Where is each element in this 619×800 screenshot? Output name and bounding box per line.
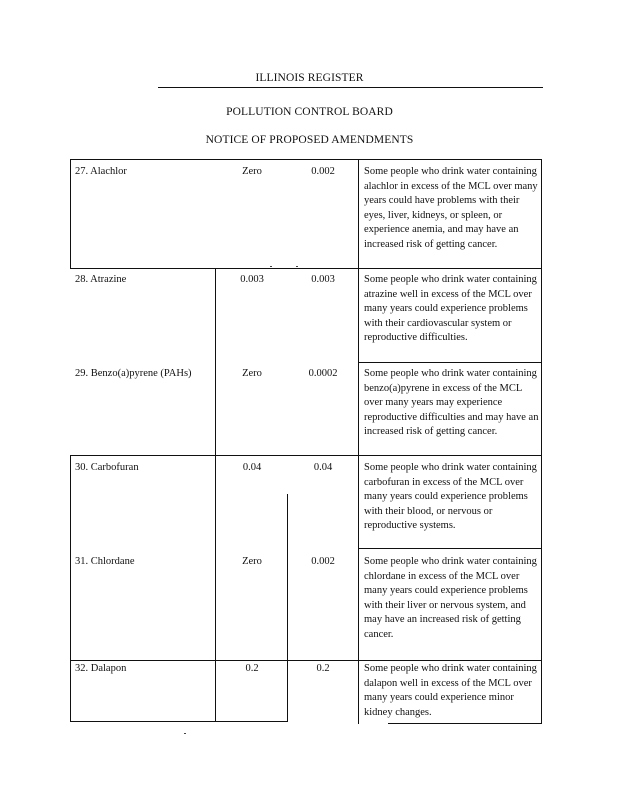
contaminant-name: 28. Atrazine [75,274,127,285]
mclg-value: Zero [242,166,262,177]
scan-speck [184,733,186,734]
scan-speck [296,266,298,267]
board-title: POLLUTION CONTROL BOARD [226,106,393,118]
row-separator [70,660,542,661]
mcl-value: 0.04 [313,462,333,473]
health-effects-text: Some people who drink water containing carbofuran in excess of the MCL over many years could experience problems with their blood, or nervous or reproductive systems. [364,462,537,532]
table-bottom-rule [70,721,287,722]
contaminant-name: 31. Chlordane [75,556,135,567]
table-left-border [70,159,71,269]
contaminant-name: 27. Alachlor [75,166,127,177]
table-edge-tick [522,159,542,160]
col-divider-effect [358,159,359,724]
health-effects-text: Some people who drink water containing alachlor in excess of the MCL over many years could have problems with their eyes, liver, kidneys, or spleen, or experience anemia, and may have an increased risk of getting cancer. [364,166,538,250]
row-separator [358,548,542,549]
mcl-value: 0.002 [311,556,335,567]
table-left-border [70,455,71,722]
mclg-value: Zero [242,556,262,567]
health-effects-text: Some people who drink water containing chlordane in excess of the MCL over many years could experience problems with their liver or nervous system, and may have an increased risk of getting cancer. [364,556,537,640]
mclg-value: 0.003 [240,274,264,285]
header-rule [158,87,543,88]
table-top-rule [70,159,542,160]
col-divider-mcl [287,494,288,722]
health-effects-text: Some people who drink water containing dalapon well in excess of the MCL over many years could experience minor kidney changes. [364,663,537,718]
contaminant-name: 30. Carbofuran [75,462,139,473]
mclg-value: 0.04 [242,462,262,473]
table-bottom-rule [388,723,542,724]
contaminant-name: 32. Dalapon [75,663,127,674]
health-effects-text: Some people who drink water containing benzo(a)pyrene in excess of the MCL over many years may experience reproductive difficulties and may have an increased risk of getting cancer. [364,368,539,438]
contaminant-name: 29. Benzo(a)pyrene (PAHs) [75,368,192,379]
row-separator [70,268,542,269]
mcl-value: 0.2 [316,663,330,674]
row-separator [70,455,542,456]
table-edge-tick [530,548,542,549]
mcl-value: 0.0002 [308,368,338,379]
health-effects-text: Some people who drink water containing atrazine well in excess of the MCL over many years could experience problems with their cardiovascular system or reproductive difficulties. [364,274,537,344]
mclg-value: Zero [242,368,262,379]
mclg-value: 0.2 [245,663,259,674]
scan-speck [270,266,272,267]
mcl-value: 0.002 [311,166,335,177]
notice-title: NOTICE OF PROPOSED AMENDMENTS [205,134,414,146]
col-divider-mclg [215,268,216,722]
register-title: ILLINOIS REGISTER [255,72,364,84]
mcl-value: 0.003 [311,274,335,285]
row-separator [358,362,542,363]
